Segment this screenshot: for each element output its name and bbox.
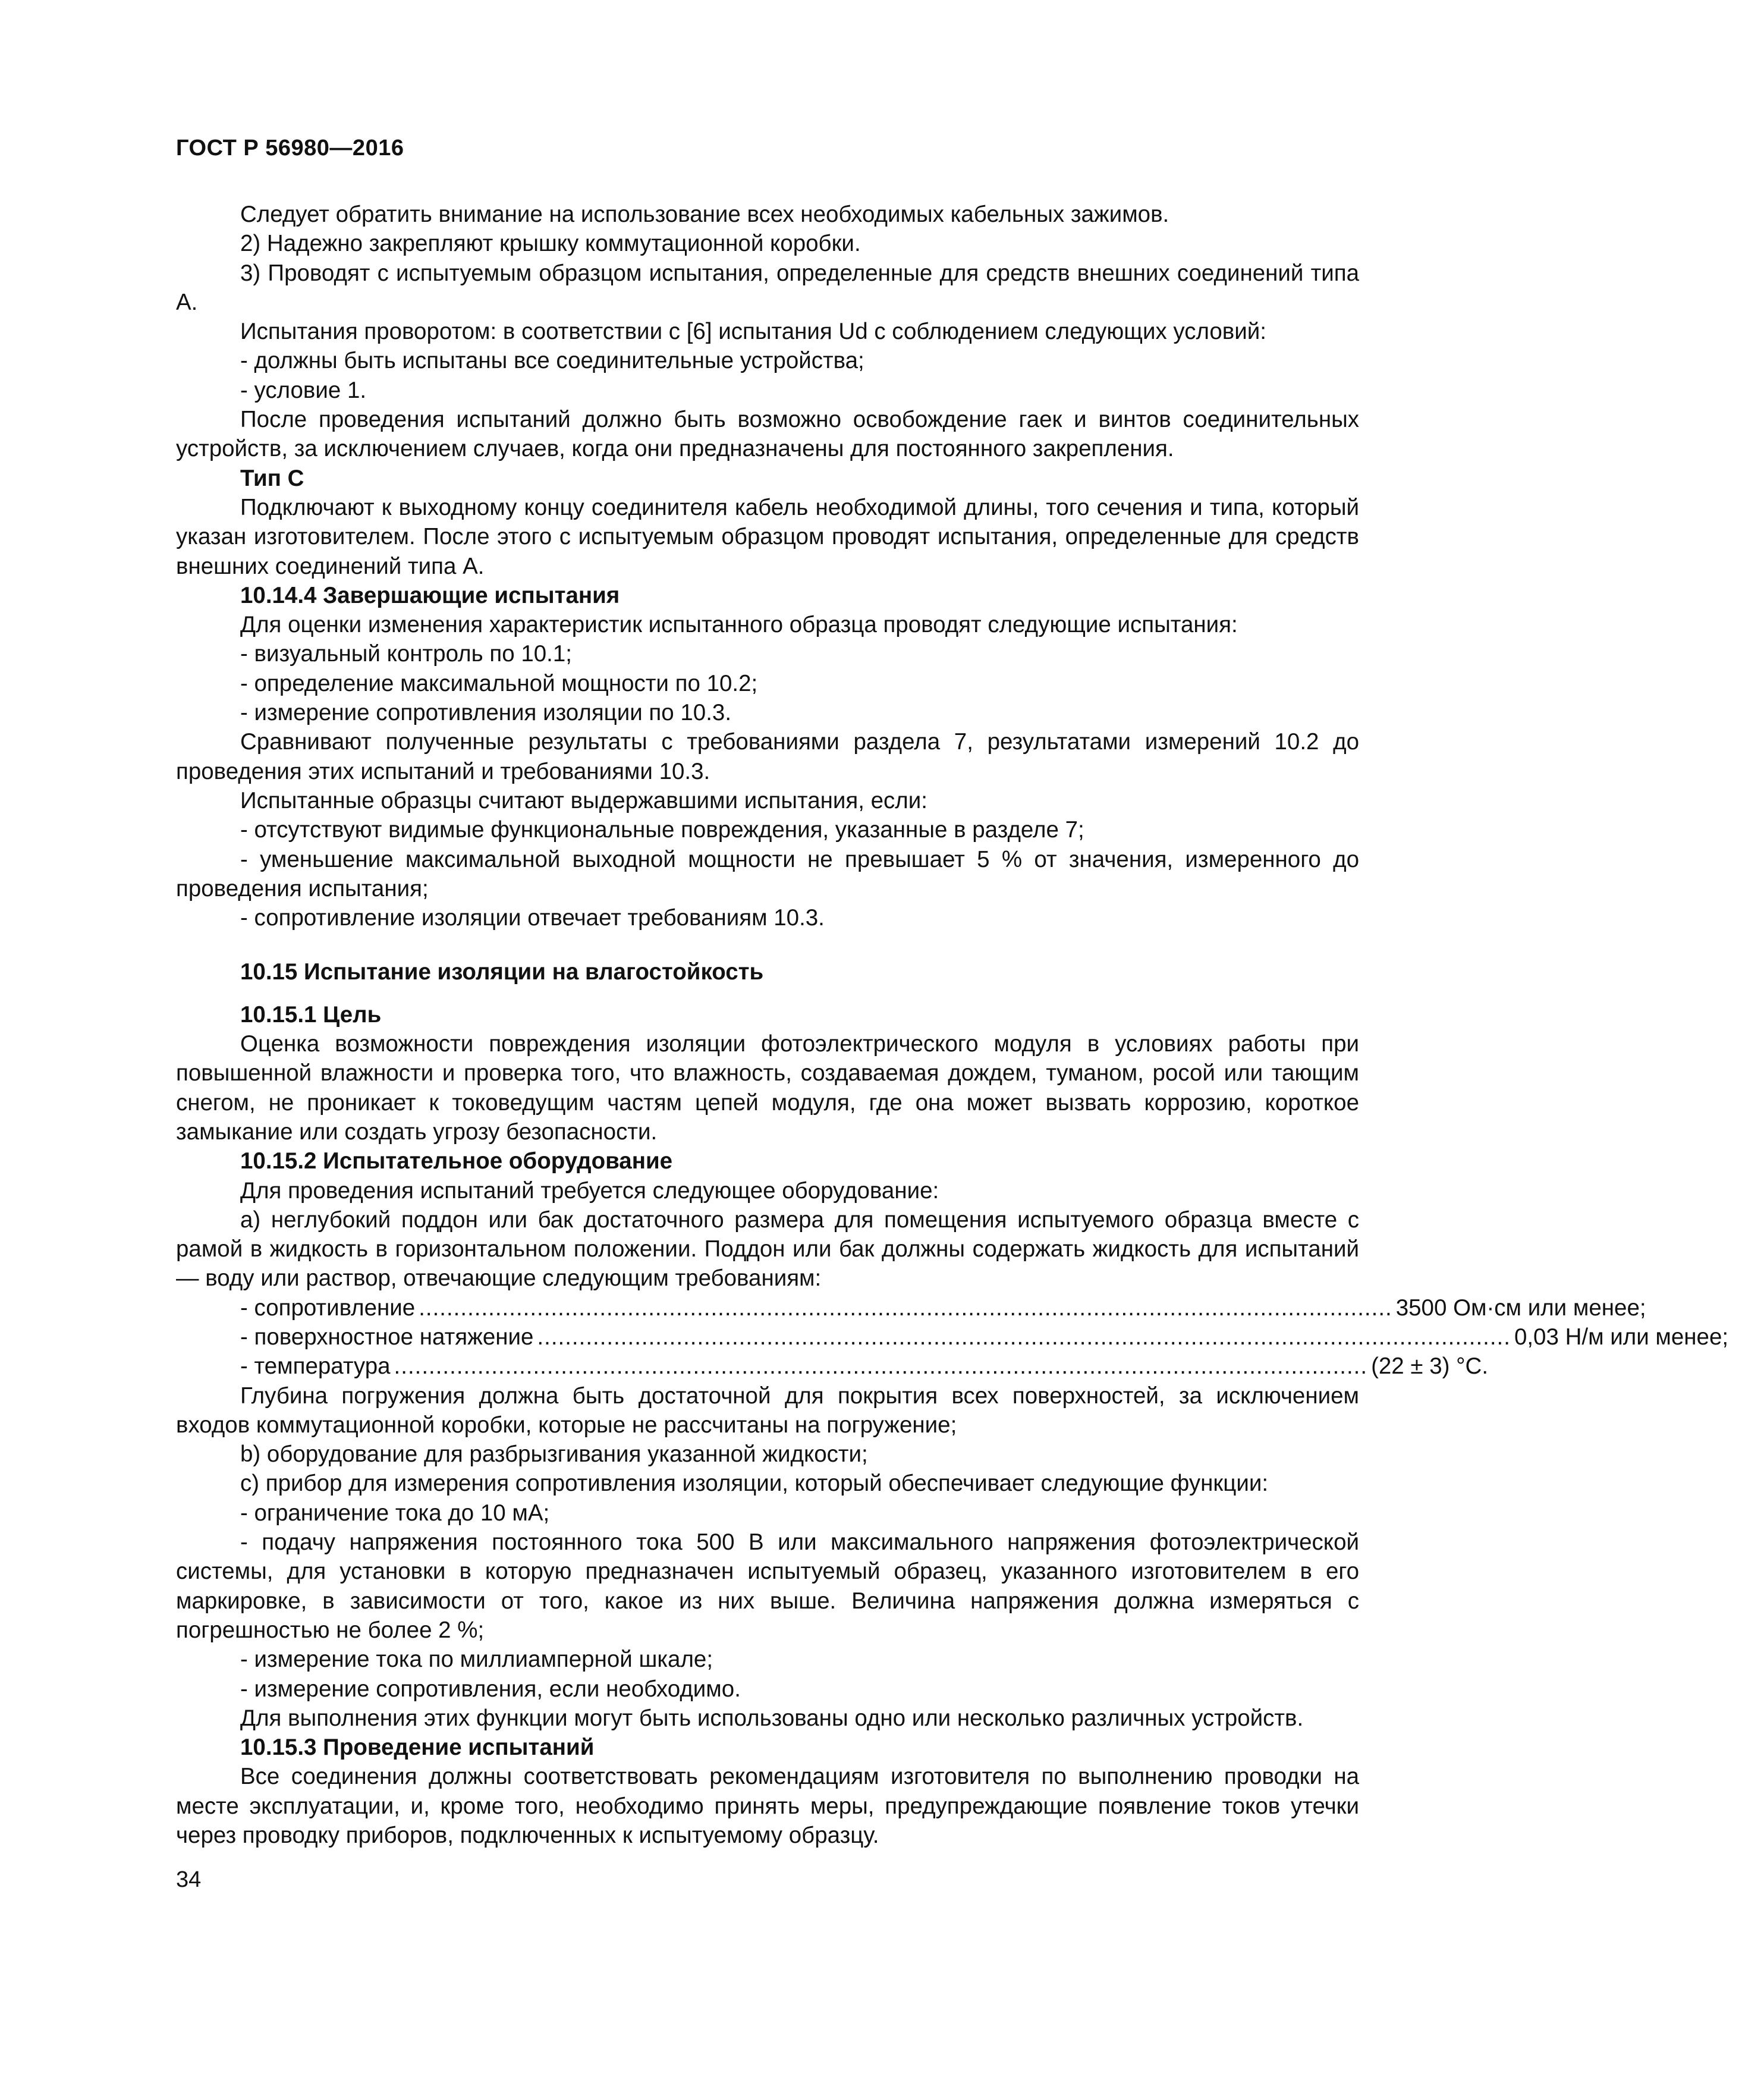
list-item: - измерение сопротивления изоляции по 10.3. [240,700,732,726]
requirement-value: 0,03 Н/м или менее; [1514,1324,1729,1350]
requirement-row [176,1352,1489,1381]
paragraph: Для проведения испытаний требуется следующее оборудование: [240,1177,939,1204]
page-number: 34 [176,1867,202,1892]
list-item: - сопротивление изоляции отвечает требованиям 10.3. [240,905,825,931]
paragraph: Подключают к выходному концу соединителя кабель необходимой длины, того сечения и типа, который указан изготовителем. После этого с испытуемым образцом проводят испытания, определенные для средств внешних соединений типа А. [176,494,1359,579]
list-item: а) неглубокий поддон или бак достаточного размера для помещения испытуемого образца вместе с рамой в жидкость в горизонтальном положении. Поддон или бак должны содержать жидкость для испытаний — воду или раствор, отвечающие следующим требованиям: [176,1207,1359,1292]
list-item: - должны быть испытаны все соединительные устройства; [240,348,864,374]
paragraph: Глубина погружения должна быть достаточной для покрытия всех поверхностей, за исключением входов коммутационной коробки, которые не рассчитаны на погружение; [176,1383,1359,1438]
list-item: b) оборудование для разбрызгивания указанной жидкости; [240,1441,868,1468]
requirement-row [176,1293,1646,1322]
list-item: - отсутствуют видимые функциональные повреждения, указанные в разделе 7; [240,817,1084,843]
paragraph: Для оценки изменения характеристик испытанного образца проводят следующие испытания: [240,612,1238,638]
requirement-label: - температура [240,1353,391,1380]
requirement-label: - сопротивление [240,1295,416,1321]
paragraph: Для выполнения этих функции могут быть использованы одно или несколько различных устройств. [240,1705,1304,1731]
list-item: - подачу напряжения постоянного тока 500 В или максимального напряжения фотоэлектрической системы, для установки в которую предназначен испытуемый образец, указанного изготовителем в его маркировке, в зависимости от того, какое из них выше. Величина напряжения должна измеряться с погрешностью не более 2 %; [176,1529,1359,1643]
paragraph: Испытания проворотом: в соответствии с [6] испытания Ud с соблюдением следующих условий: [240,319,1266,345]
dot-leader: ............................................................................................................................................ [537,1324,1511,1350]
paragraph: Испытанные образцы считают выдержавшими испытания, если: [240,787,927,813]
list-item: - измерение тока по миллиамперной шкале; [240,1647,713,1673]
list-item: - ограничение тока до 10 мА; [240,1500,550,1526]
requirement-label: - поверхностное натяжение [240,1324,534,1350]
section-heading-10-15-2: 10.15.2 Испытательное оборудование [240,1148,673,1174]
requirement-value: (22 ± 3) °С. [1371,1353,1489,1380]
list-item: с) прибор для измерения сопротивления изоляции, который обеспечивает следующие функции: [240,1471,1269,1497]
dot-leader: ............................................................................................................................................ [419,1295,1392,1321]
dot-leader: ............................................................................................................................................ [394,1353,1368,1380]
paragraph: После проведения испытаний должно быть возможно освобождение гаек и винтов соединительных устройств, за исключением случаев, когда они предназначены для постоянного закрепления. [176,407,1359,462]
list-item: 3) Проводят с испытуемым образцом испытания, определенные для средств внешних соединений типа А. [176,260,1359,315]
paragraph: Сравнивают полученные результаты с требованиями раздела 7, результатами измерений 10.2 до проведения этих испытаний и требованиями 10.3. [176,729,1359,784]
list-item: - уменьшение максимальной выходной мощности не превышает 5 % от значения, измеренного до проведения испытания; [176,846,1359,901]
paragraph: Все соединения должны соответствовать рекомендациям изготовителя по выполнению проводки на месте эксплуатации, и, кроме того, необходимо принять меры, предупреждающие появление токов утечки через проводку приборов, подключенных к испытуемому образцу. [176,1764,1359,1849]
section-heading-10-15: 10.15 Испытание изоляции на влагостойкость [240,959,764,985]
type-c-heading: Тип С [240,465,304,491]
requirement-row [176,1322,1729,1352]
list-item: - условие 1. [240,377,367,403]
document-code-header: ГОСТ Р 56980—2016 [176,136,404,161]
section-heading-10-15-3: 10.15.3 Проведение испытаний [240,1735,595,1761]
section-heading-10-14-4: 10.14.4 Завершающие испытания [240,582,620,608]
page-content [176,200,1729,1850]
requirement-value: 3500 Ом·см или менее; [1395,1295,1646,1321]
paragraph: Оценка возможности повреждения изоляции фотоэлектрического модуля в условиях работы при повышенной влажности и проверка того, что влажность, создаваемая дождем, туманом, росой или тающим снегом, не проникает к токоведущим частям цепей модуля, где она может вызвать коррозию, короткое замыкание или создать угрозу безопасности. [176,1031,1359,1145]
paragraph: Следует обратить внимание на использование всех необходимых кабельных зажимов. [240,202,1169,227]
list-item: 2) Надежно закрепляют крышку коммутационной коробки. [240,231,861,257]
list-item: - измерение сопротивления, если необходимо. [240,1676,741,1702]
section-heading-10-15-1: 10.15.1 Цель [240,1001,382,1028]
list-item: - визуальный контроль по 10.1; [240,641,572,667]
list-item: - определение максимальной мощности по 10.2; [240,670,758,696]
